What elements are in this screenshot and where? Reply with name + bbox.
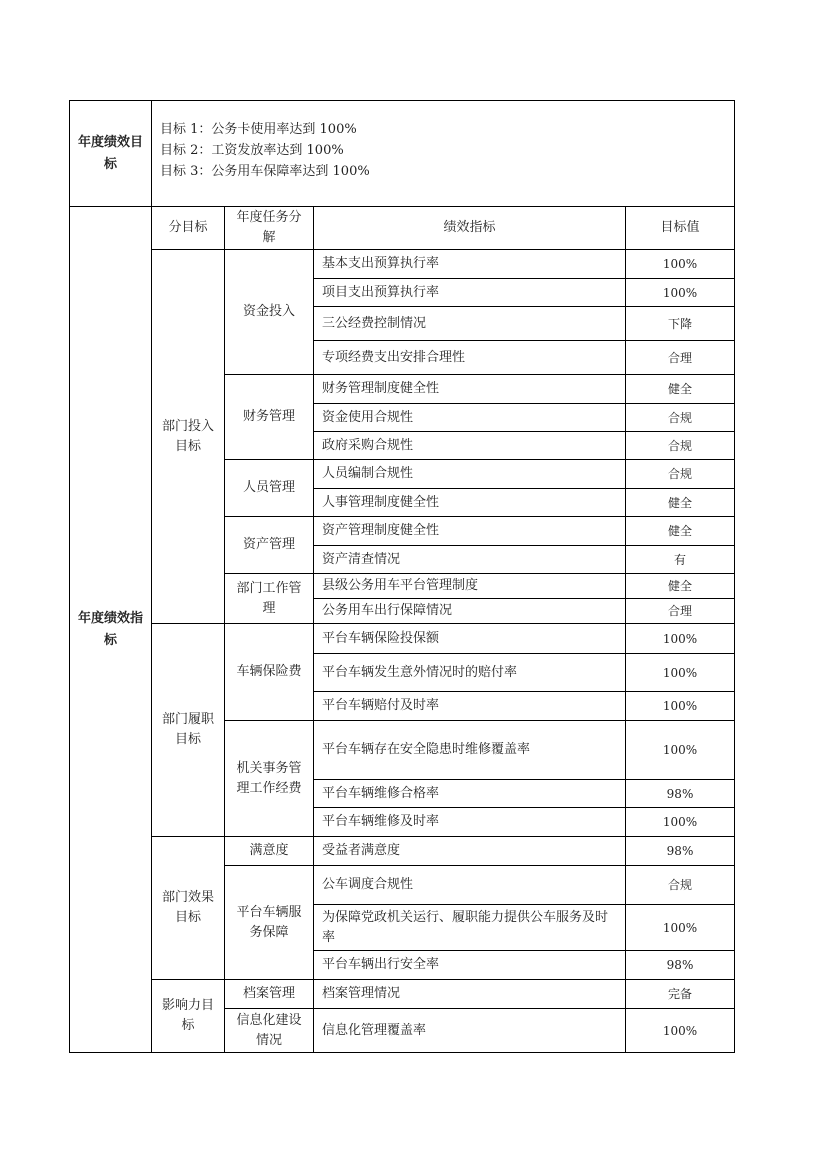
target-cell: 98% xyxy=(626,837,735,866)
table-row xyxy=(70,980,735,1009)
goals-row xyxy=(70,101,735,207)
target-cell: 健全 xyxy=(626,574,735,599)
indicator-cell: 公车调度合规性 xyxy=(314,866,626,905)
header-indicator: 绩效指标 xyxy=(314,207,626,250)
target-cell: 100% xyxy=(626,692,735,721)
target-cell: 合规 xyxy=(626,404,735,432)
performance-sheet xyxy=(69,100,734,1053)
indicator-cell: 为保障党政机关运行、履职能力提供公车服务及时率 xyxy=(314,905,626,951)
target-cell: 健全 xyxy=(626,375,735,404)
table-row xyxy=(70,837,735,866)
target-cell: 健全 xyxy=(626,517,735,546)
target-cell: 健全 xyxy=(626,489,735,517)
indicator-cell: 政府采购合规性 xyxy=(314,432,626,460)
sub-goal-cell: 部门效果目标 xyxy=(152,837,225,980)
header-target: 目标值 xyxy=(626,207,735,250)
indicator-cell: 县级公务用车平台管理制度 xyxy=(314,574,626,599)
target-cell: 100% xyxy=(626,279,735,307)
task-cell: 满意度 xyxy=(225,837,314,866)
indicator-cell: 公务用车出行保障情况 xyxy=(314,599,626,624)
target-cell: 下降 xyxy=(626,307,735,341)
task-cell: 车辆保险费 xyxy=(225,624,314,721)
header-row xyxy=(70,207,735,250)
indicator-cell: 平台车辆存在安全隐患时维修覆盖率 xyxy=(314,721,626,780)
task-cell: 档案管理 xyxy=(225,980,314,1009)
task-cell: 资产管理 xyxy=(225,517,314,574)
indicator-cell: 基本支出预算执行率 xyxy=(314,250,626,279)
target-cell: 98% xyxy=(626,951,735,980)
target-cell: 100% xyxy=(626,654,735,692)
target-cell: 合规 xyxy=(626,432,735,460)
indicator-cell: 档案管理情况 xyxy=(314,980,626,1009)
target-cell: 100% xyxy=(626,624,735,654)
indicator-cell: 人员编制合规性 xyxy=(314,460,626,489)
indicator-cell: 信息化管理覆盖率 xyxy=(314,1009,626,1053)
task-cell: 部门工作管理 xyxy=(225,574,314,624)
goals-list xyxy=(152,101,735,207)
target-cell: 98% xyxy=(626,780,735,808)
target-cell: 合理 xyxy=(626,599,735,624)
indicator-cell: 资产清查情况 xyxy=(314,546,626,574)
goal-item-2: 目标 2：工资发放率达到 100% xyxy=(160,143,344,158)
indicator-cell: 平台车辆出行安全率 xyxy=(314,951,626,980)
indicator-cell: 项目支出预算执行率 xyxy=(314,279,626,307)
task-cell: 资金投入 xyxy=(225,250,314,375)
indicator-cell: 平台车辆维修合格率 xyxy=(314,780,626,808)
task-cell: 机关事务管理工作经费 xyxy=(225,721,314,837)
target-cell: 合规 xyxy=(626,460,735,489)
performance-table xyxy=(69,100,735,1053)
indicator-cell: 平台车辆赔付及时率 xyxy=(314,692,626,721)
indicator-cell: 平台车辆发生意外情况时的赔付率 xyxy=(314,654,626,692)
indicator-cell: 受益者满意度 xyxy=(314,837,626,866)
target-cell: 100% xyxy=(626,1009,735,1053)
indicator-cell: 资产管理制度健全性 xyxy=(314,517,626,546)
indicator-cell: 资金使用合规性 xyxy=(314,404,626,432)
task-cell: 财务管理 xyxy=(225,375,314,460)
goal-item-3: 目标 3：公务用车保障率达到 100% xyxy=(160,164,370,179)
task-cell: 平台车辆服务保障 xyxy=(225,866,314,980)
header-sub-goal: 分目标 xyxy=(152,207,225,250)
target-cell: 完备 xyxy=(626,980,735,1009)
target-cell: 合规 xyxy=(626,866,735,905)
header-task: 年度任务分解 xyxy=(225,207,314,250)
goal-item-1: 目标 1：公务卡使用率达到 100% xyxy=(160,122,357,137)
sub-goal-cell: 部门履职目标 xyxy=(152,624,225,837)
sub-goal-cell: 部门投入目标 xyxy=(152,250,225,624)
target-cell: 合理 xyxy=(626,341,735,375)
task-cell: 人员管理 xyxy=(225,460,314,517)
indicator-cell: 平台车辆维修及时率 xyxy=(314,808,626,837)
target-cell: 有 xyxy=(626,546,735,574)
task-cell: 信息化建设情况 xyxy=(225,1009,314,1053)
target-cell: 100% xyxy=(626,808,735,837)
indicator-cell: 平台车辆保险投保额 xyxy=(314,624,626,654)
indicators-label: 年度绩效指标 xyxy=(70,207,152,1053)
table-row xyxy=(70,624,735,654)
indicator-cell: 财务管理制度健全性 xyxy=(314,375,626,404)
target-cell: 100% xyxy=(626,905,735,951)
table-row xyxy=(70,250,735,279)
sub-goal-cell: 影响力目标 xyxy=(152,980,225,1053)
goals-label: 年度绩效目标 xyxy=(70,101,152,207)
indicator-cell: 人事管理制度健全性 xyxy=(314,489,626,517)
indicator-cell: 三公经费控制情况 xyxy=(314,307,626,341)
target-cell: 100% xyxy=(626,721,735,780)
indicator-cell: 专项经费支出安排合理性 xyxy=(314,341,626,375)
target-cell: 100% xyxy=(626,250,735,279)
